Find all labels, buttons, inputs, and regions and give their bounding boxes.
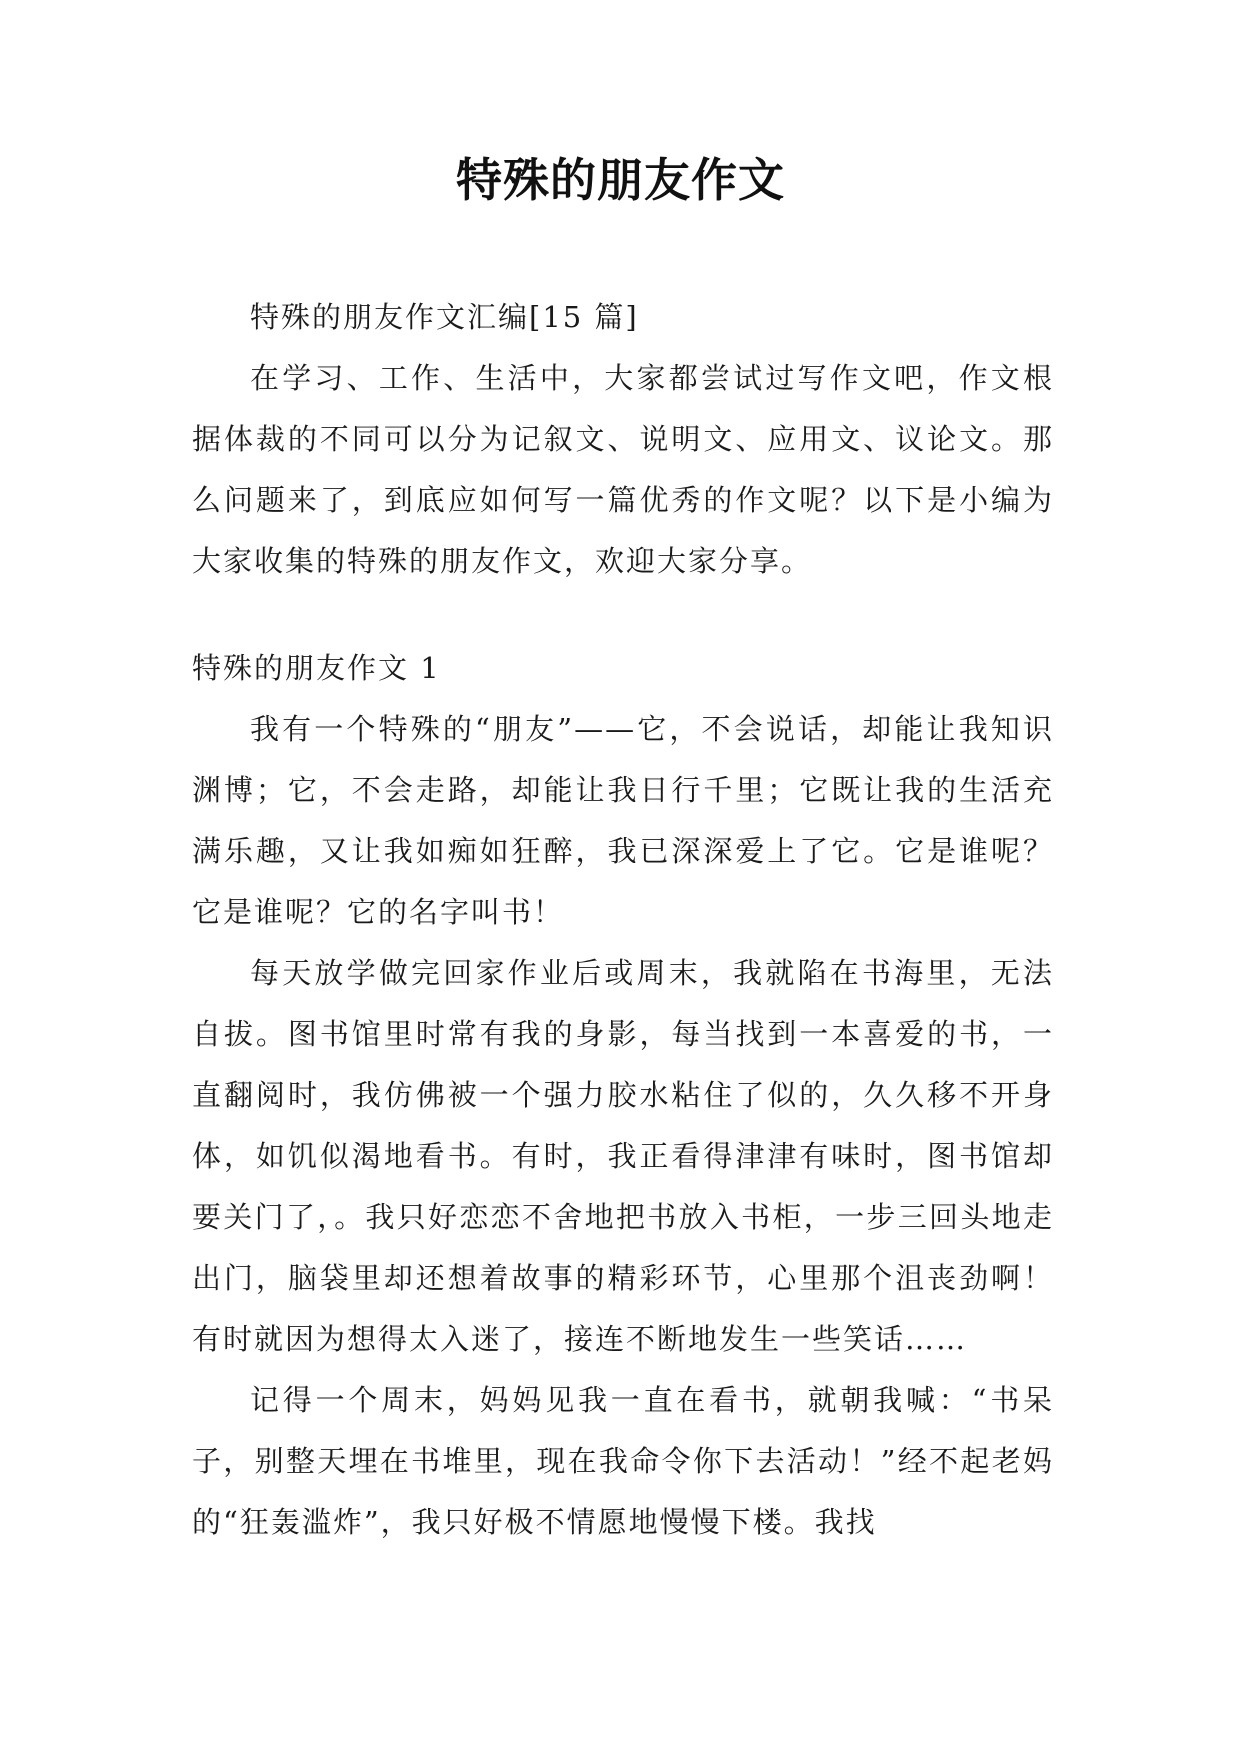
document-title: 特殊的朋友作文 (456, 153, 785, 207)
paragraph: 每天放学做完回家作业后或周末，我就陷在书海里，无法自拔。图书馆里时常有我的身影，每当找到一本喜爱的书，一直翻阅时，我仿佛被一个强力胶水粘住了似的，久久移不开身体，如饥似渴地看书。有时，我正看得津津有味时，图书馆却要关门了，。我只好恋恋不舍地把书放入书柜，一步三回头地走出门，脑袋里却还想着故事的精彩环节，心里那个沮丧劲啊！有时就因为想得太入迷了，接连不断地发生一些笑话…… (192, 956, 1054, 1356)
paragraph: 我有一个特殊的“朋友”——它，不会说话，却能让我知识渊博；它，不会走路，却能让我日行千里；它既让我的生活充满乐趣，又让我如痴如狂醉，我已深深爱上了它。它是谁呢？它是谁呢？它的名字叫书！ (192, 712, 1054, 929)
intro-block (192, 287, 1054, 592)
section-heading: 特殊的朋友作文 1 (192, 651, 441, 685)
collection-label: 特殊的朋友作文汇编[15 篇] (250, 300, 639, 334)
intro-paragraph: 在学习、工作、生活中，大家都尝试过写作文吧，作文根据体裁的不同可以分为记叙文、说明文、应用文、议论文。那么问题来了，到底应如何写一篇优秀的作文呢？以下是小编为大家收集的特殊的朋友作文，欢迎大家分享。 (192, 361, 1054, 578)
essay-section (192, 638, 1054, 1553)
paragraph: 记得一个周末，妈妈见我一直在看书，就朝我喊：“书呆子，别整天埋在书堆里，现在我命令你下去活动！”经不起老妈的“狂轰滥炸”，我只好极不情愿地慢慢下楼。我找 (192, 1383, 1054, 1539)
